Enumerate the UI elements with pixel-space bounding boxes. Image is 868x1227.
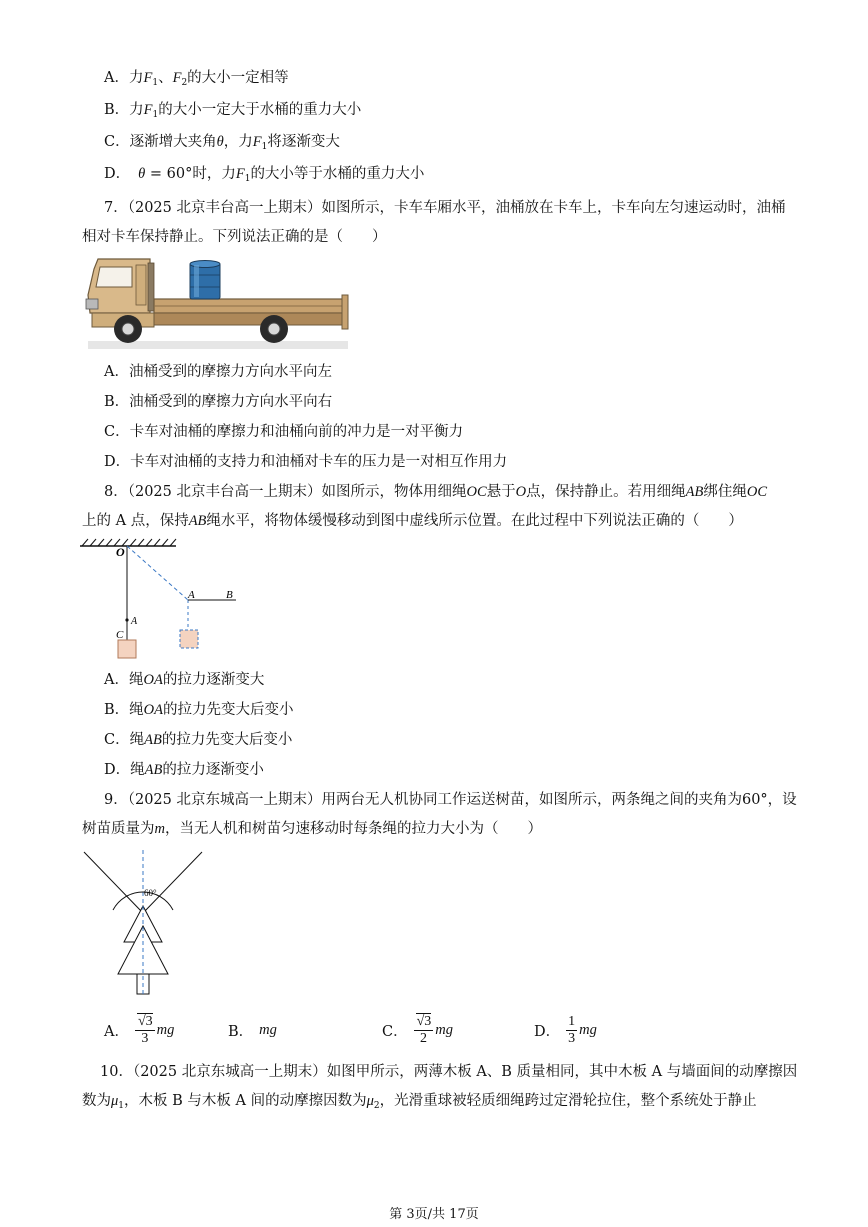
truck-figure [84, 255, 350, 353]
q9-option-c: C． $\frac{√3}{2}$ mg [382, 1013, 454, 1046]
q6-option-b: B．力$F_1$的大小一定大于水桶的重力大小 [104, 102, 362, 120]
rope-figure [76, 538, 246, 662]
label-a1: A [131, 616, 138, 627]
q9-stem-line1: 9．（2025 北京东城高一上期末）用两台无人机协同工作运送树苗，如图所示，两条绳之间的夹角为60°，设 [104, 792, 797, 808]
angle-label: 60° [144, 888, 157, 898]
q6-option-d: D． θ = 60°时，力$F_1$的大小等于水桶的重力大小 [104, 166, 425, 184]
q10-stem-line1: 10．（2025 北京东城高一上期末）如图甲所示，两薄木板 A、B 质量相同，其中木板 A 与墙面间的动摩擦因 [100, 1064, 798, 1080]
page-footer: 第 3页/共 17页 [389, 1207, 479, 1222]
q8-option-c: C．绳AB的拉力先变大后变小 [104, 732, 293, 748]
q9-option-b: B． mg [228, 1021, 277, 1040]
label-a2: A [188, 589, 195, 601]
q7-option-d: D．卡车对油桶的支持力和油桶对卡车的压力是一对相互作用力 [104, 454, 508, 470]
q9-option-d: D． $\frac{1}{3}$ mg [534, 1013, 597, 1046]
q8-option-a: A．绳OA的拉力逐渐变大 [104, 672, 265, 688]
q7-option-b: B．油桶受到的摩擦力方向水平向右 [104, 394, 333, 410]
q8-option-d: D．绳AB的拉力逐渐变小 [104, 762, 264, 778]
q8-option-b: B．绳OA的拉力先变大后变小 [104, 702, 294, 718]
q7-option-c: C．卡车对油桶的摩擦力和油桶向前的冲力是一对平衡力 [104, 424, 464, 440]
label-c: C [116, 629, 124, 641]
label-b: B [226, 589, 233, 601]
q6-option-c: C．逐渐增大夹角θ，力$F_1$将逐渐变大 [104, 134, 340, 152]
q10-stem-line2: 数为$\mu_1$，木板 B 与木板 A 间的动摩擦因数为$\mu_2$，光滑重球被轻质细绳跨过定滑轮拉住，整个系统处于静止 [82, 1093, 757, 1111]
q7-option-a: A．油桶受到的摩擦力方向水平向左 [104, 364, 332, 380]
q6-option-a: A．力$F_1$、$F_2$的大小一定相等 [104, 70, 289, 88]
q7-stem-line2: 相对卡车保持静止。下列说法正确的是（ ） [82, 229, 387, 245]
q9-stem-line2: 树苗质量为m，当无人机和树苗匀速移动时每条绳的拉力大小为（ ） [82, 821, 542, 837]
label-o: O [116, 545, 125, 559]
q8-stem-line2: 上的 A 点，保持AB绳水平，将物体缓慢移动到图中虚线所示位置。在此过程中下列说法正确的（ ） [82, 513, 743, 529]
tree-figure [80, 848, 210, 998]
q8-stem-line1: 8．（2025 北京丰台高一上期末）如图所示，物体用细绳OC悬于O点，保持静止。若用细绳AB绑住绳OC [104, 484, 767, 500]
q9-answer-row [104, 1012, 664, 1048]
q9-option-a: A． $\frac{√3}{3}$ mg [104, 1013, 175, 1046]
q7-stem-line1: 7．（2025 北京丰台高一上期末）如图所示，卡车车厢水平，油桶放在卡车上，卡车向左匀速运动时，油桶 [104, 200, 786, 216]
